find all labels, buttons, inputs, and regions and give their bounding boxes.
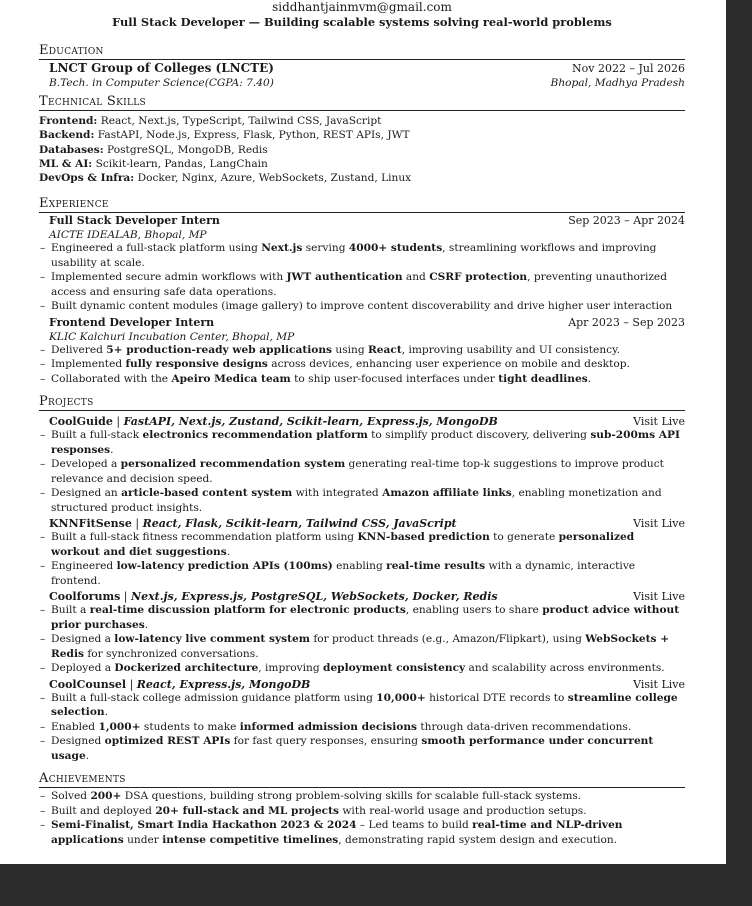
skill-value: Scikit-learn, Pandas, LangChain — [95, 157, 268, 170]
bullet-emphasis: Apeiro Medica team — [171, 372, 291, 385]
bullet-text: , streamlining workflows and improving usability at scale. — [51, 242, 657, 269]
bullet-item — [39, 299, 685, 314]
bullet-text: – Led teams to build — [356, 819, 473, 832]
project-entry — [39, 518, 685, 588]
project-bullets — [39, 530, 685, 588]
bullet-text: Deployed a — [51, 662, 115, 675]
bullet-text: Delivered — [51, 343, 107, 356]
bullet-emphasis: sub-200ms API responses — [51, 429, 680, 456]
education-entry — [39, 61, 685, 89]
project-tech: React, Flask, Scikit-learn, Tailwind CSS, JavaScript — [142, 517, 457, 531]
bullet-item — [39, 343, 685, 358]
project-tech: React, Express.js, MongoDB — [136, 677, 311, 691]
bullet-text: Built a full-stack college admission guidance platform using — [51, 691, 377, 704]
tagline: Full Stack Developer — Building scalable systems solving real-world problems — [112, 15, 612, 29]
bullet-text: enabling — [332, 560, 387, 573]
skill-value: FastAPI, Node.js, Express, Flask, Python, REST APIs, JWT — [97, 129, 410, 142]
degree: B.Tech. in Computer Science(CGPA: 7.40) — [49, 77, 274, 89]
bullet-text: for synchronized conversations. — [83, 647, 259, 660]
bullet-emphasis: low-latency live comment system — [114, 633, 310, 646]
projects-heading: Projects — [39, 394, 685, 411]
bullet-emphasis: React — [368, 343, 402, 356]
bullet-text: Designed a — [51, 633, 115, 646]
skill-row — [39, 171, 685, 185]
education-dates: Nov 2022 – Jul 2026 — [572, 62, 685, 75]
school-name: LNCT Group of Colleges (LNCTE) — [49, 61, 274, 75]
project-entry — [39, 679, 685, 764]
project-separator: | — [126, 677, 137, 691]
project-entry — [39, 416, 685, 515]
bullet-text: for product threads (e.g., Amazon/Flipkart), using — [309, 633, 586, 646]
bullet-text: for fast query responses, ensuring — [230, 735, 422, 748]
bullet-item — [39, 270, 685, 299]
bullet-text: Developed a — [51, 458, 121, 471]
bullet-emphasis: intense competitive timelines — [162, 833, 339, 846]
project-bullets — [39, 603, 685, 676]
bullet-text: with integrated — [292, 487, 383, 500]
bullet-text: Collaborated with the — [51, 372, 172, 385]
bullet-item — [39, 804, 685, 819]
bullet-text: with real-world usage and production setups. — [339, 804, 587, 817]
bullet-emphasis: JWT authentication — [286, 271, 403, 284]
job-dates: Apr 2023 – Sep 2023 — [568, 315, 685, 329]
project-name: KNNFitSense — [49, 517, 132, 531]
bullet-emphasis: Semi-Finalist, Smart India Hackathon 2023 & 2024 — [51, 819, 357, 832]
bullet-text: Implemented — [51, 358, 126, 371]
bullet-text: Solved — [51, 790, 91, 803]
bullet-emphasis: 4000+ students — [348, 242, 443, 255]
bullet-text: . — [144, 618, 149, 631]
bullet-emphasis: KNN-based prediction — [357, 531, 490, 544]
project-separator: | — [112, 415, 124, 429]
bullet-item — [39, 661, 685, 676]
bullet-text: Implemented secure admin workflows with — [51, 271, 287, 284]
bullet-text: Built dynamic content modules (image gallery) to improve content discoverability and drive higher user interaction — [51, 300, 673, 313]
skill-label: Frontend: — [39, 115, 98, 127]
project-name: CoolGuide — [49, 415, 113, 429]
bullet-emphasis: smooth performance under concurrent usage — [51, 735, 654, 762]
bullet-text: . — [587, 372, 592, 385]
bullet-emphasis: 20+ full-stack and ML projects — [155, 804, 339, 817]
bullet-emphasis: tight deadlines — [498, 372, 588, 385]
skill-label: Databases: — [39, 143, 104, 156]
bullet-text: Built a — [51, 604, 90, 617]
bullet-item — [39, 530, 685, 559]
bullet-text: to ship user-focused interfaces under — [290, 372, 499, 385]
experience-heading: Experience — [39, 196, 685, 213]
bullet-emphasis: real-time results — [386, 560, 486, 573]
skill-value: PostgreSQL, MongoDB, Redis — [107, 143, 268, 156]
bullet-text: Built a full-stack — [51, 429, 143, 442]
bullet-emphasis: Amazon affiliate links — [382, 487, 512, 500]
bullet-text: Designed — [51, 735, 105, 748]
bullet-emphasis: product advice without prior purchases — [51, 604, 680, 631]
skill-row — [39, 114, 685, 128]
bullet-item — [39, 486, 685, 515]
visit-live-link[interactable]: Visit Live — [633, 415, 685, 429]
bullet-text: Engineered — [51, 560, 117, 573]
bullet-item — [39, 818, 685, 847]
skill-row — [39, 157, 685, 171]
bullet-text: and — [402, 271, 430, 284]
project-separator: | — [120, 590, 132, 604]
bullet-text: Built and deployed — [51, 804, 156, 817]
visit-live-link[interactable]: Visit Live — [633, 677, 685, 691]
bullet-text: historical DTE records to — [425, 691, 568, 704]
job-dates: Sep 2023 – Apr 2024 — [568, 214, 685, 228]
bullet-emphasis: personalized workout and diet suggestions — [51, 531, 635, 558]
bullet-text: DSA questions, building strong problem-solving skills for scalable full-stack systems. — [121, 790, 582, 803]
bullet-emphasis: Dockerized architecture — [114, 662, 259, 675]
project-tech: FastAPI, Next.js, Zustand, Scikit-learn, Express.js, MongoDB — [123, 415, 498, 429]
project-bullets — [39, 691, 685, 764]
bullet-item — [39, 691, 685, 720]
bullet-emphasis: WebSockets + Redis — [51, 633, 670, 660]
job-entry — [39, 316, 685, 387]
job-org: AICTE IDEALAB, Bhopal, MP — [49, 229, 207, 242]
skill-row — [39, 143, 685, 157]
job-role: Full Stack Developer Intern — [49, 214, 220, 228]
skill-value: Docker, Nginx, Azure, WebSockets, Zustand, Linux — [137, 172, 412, 185]
bullet-text: , improving — [258, 662, 324, 675]
bullet-emphasis: 1,000+ — [98, 720, 141, 733]
bullet-text: , preventing unauthorized access and ensuring safe data operations. — [51, 271, 667, 298]
bullet-item — [39, 559, 685, 588]
bullet-item — [39, 357, 685, 372]
bullet-emphasis: CSRF protection — [429, 271, 528, 284]
bullet-emphasis: real-time and NLP-driven applications — [51, 819, 623, 846]
achievements-heading: Achievements — [39, 771, 685, 788]
bullet-text: Engineered a full-stack platform using — [51, 242, 262, 255]
bullet-text: , enabling users to share — [405, 604, 543, 617]
education-heading: Education — [39, 43, 685, 60]
bullet-text: under — [123, 833, 163, 846]
bullet-emphasis: Next.js — [261, 242, 303, 255]
project-name: CoolCounsel — [49, 677, 127, 691]
skill-label: ML & AI: — [39, 157, 93, 170]
education-location: Bhopal, Madhya Pradesh — [550, 77, 685, 89]
bullet-text: Enabled — [51, 720, 99, 733]
bullet-text: Designed an — [51, 487, 122, 500]
bullet-text: across devices, enhancing user experience on mobile and desktop. — [267, 358, 630, 371]
bullet-item — [39, 734, 685, 763]
bullet-text: , improving usability and UI consistency. — [401, 343, 621, 356]
bullet-text: . — [85, 749, 90, 762]
skill-label: Backend: — [39, 129, 95, 142]
bullet-item — [39, 789, 685, 804]
visit-live-link[interactable]: Visit Live — [633, 590, 685, 604]
bullet-emphasis: 5+ production-ready web applications — [106, 343, 332, 356]
bullet-emphasis: real-time discussion platform for electronic products — [89, 604, 406, 617]
project-entry — [39, 591, 685, 676]
skill-value: React, Next.js, TypeScript, Tailwind CSS, JavaScript — [100, 115, 382, 127]
bullet-text: Built a full-stack fitness recommendation platform using — [51, 531, 358, 544]
bullet-item — [39, 720, 685, 735]
skills-heading: Technical Skills — [39, 94, 685, 111]
project-heading — [49, 518, 457, 530]
project-bullets — [39, 428, 685, 515]
project-heading — [49, 679, 310, 691]
bullet-item — [39, 603, 685, 632]
bullet-text: . — [110, 443, 114, 456]
bullet-emphasis: electronics recommendation platform — [142, 429, 368, 442]
project-tech: Next.js, Express.js, PostgreSQL, WebSockets, Docker, Redis — [131, 590, 498, 604]
bullet-text: , demonstrating rapid system design and execution. — [338, 833, 618, 846]
bullet-text: with a dynamic, interactive frontend. — [51, 560, 636, 587]
skill-label: DevOps & Infra: — [39, 172, 135, 185]
project-heading — [49, 416, 498, 428]
bullet-text: , enabling monetization and structured product insights. — [51, 487, 662, 514]
job-org: KLIC Kalchuri Incubation Center, Bhopal, MP — [49, 330, 295, 343]
bullet-item — [39, 632, 685, 661]
bullet-text: to simplify product discovery, delivering — [367, 429, 591, 442]
bullet-item — [39, 372, 685, 387]
bullet-text: . — [104, 706, 108, 719]
visit-live-link[interactable]: Visit Live — [633, 517, 685, 531]
job-entry — [39, 214, 685, 314]
email-link[interactable]: siddhantjainmvm@gmail.com — [272, 0, 452, 14]
bullet-item — [39, 241, 685, 270]
bullet-item — [39, 428, 685, 457]
project-separator: | — [131, 517, 143, 531]
bullet-emphasis: 200+ — [90, 790, 122, 803]
job-bullets — [39, 241, 685, 314]
bullet-emphasis: optimized REST APIs — [104, 735, 231, 748]
bullet-text: using — [332, 343, 368, 356]
bullet-emphasis: streamline college selection — [51, 691, 678, 719]
bullet-text: through data-driven recommendations. — [417, 720, 632, 733]
skill-row — [39, 128, 685, 142]
resume-content — [39, 0, 685, 847]
bullet-emphasis: fully responsive designs — [125, 358, 268, 371]
skills-list — [39, 114, 685, 185]
bullet-text: generating real-time top-k suggestions to improve product relevance and decision speed. — [51, 458, 664, 485]
bullet-emphasis: informed admission decisions — [239, 720, 418, 733]
project-name: Coolforums — [49, 590, 121, 604]
bullet-emphasis: low-latency prediction APIs (100ms) — [116, 560, 333, 573]
bullet-emphasis: article-based content system — [121, 487, 293, 500]
bullet-emphasis: deployment consistency — [323, 662, 466, 675]
bullet-text: students to make — [140, 720, 240, 733]
achievements-list — [39, 789, 685, 847]
bullet-emphasis: 10,000+ — [376, 691, 426, 704]
job-role: Frontend Developer Intern — [49, 315, 215, 329]
bullet-text: serving — [302, 242, 349, 255]
bullet-emphasis: personalized recommendation system — [120, 458, 346, 471]
project-heading — [49, 591, 498, 603]
bullet-text: . — [226, 545, 231, 558]
bullet-text: to generate — [489, 531, 559, 544]
job-bullets — [39, 343, 685, 387]
bullet-item — [39, 457, 685, 486]
bullet-text: and scalability across environments. — [465, 662, 665, 675]
